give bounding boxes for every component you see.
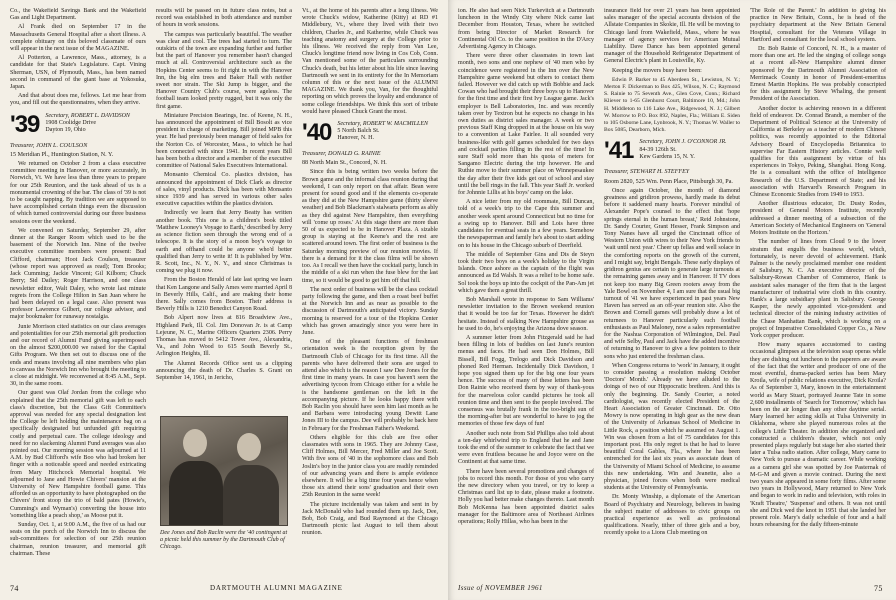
person-right-body xyxy=(223,465,279,525)
paragraph: Vt., at the home of his parents after a long illness. We wrote Chuck's widow, Katherine (Kitty) at RD #1 Middlebury, Vt., where they lived with their two children, Charles Jr., and Katherine, while Chuck was teaching anatomy and surgery at the College prior to his illness. We received the reply from Van Lee, Chuck's longtime friend now living in Cos Cob, Conn. Van mentioned some of the particulars surrounding Chuck's death, but his letter about his life since leaving Dartmouth we sent in its entirety for the In Memoriam column of this or the next issue of the ALUMNI MAGAZINE. We thank you, Van, for the thoughtful reporting on which proves the loyalty and endurance of some college friendships. We think this sort of tribute would have pleased Chuck Grant the most. xyxy=(302,8,438,115)
class-39-treasurer-address: 15 Meridian Pl., Huntington Station, N. Y. xyxy=(10,151,114,158)
photo-caption: Dee Jones and Bob Raclin were the '40 contingent at a picnic held this summer by the Dartmouth Club of Chicago. xyxy=(160,530,288,551)
paragraph: We convened on Saturday, September 29, after dinner at the Ranger Room which used to be the basement of the Norwich Inn. Nine of the twelve executive committee members were present: Bud Clifford, chairman; Hoot Jack Coulson, treasurer (whose report was approved as read); Tom Brooks; Jack Cumming; Jackie Vincent; Gil Kilborn; Chuck Berry; Sid Dailey; Roger Harrison, and one class newsletter editor, Walt Daley, who wrote last minute regrets from the College Hilton in San Juan where he had been delayed on a legal case. Also present was professor Lawrence Gilbert, our college advisor, and major bookmaker for runaway nostalgia. xyxy=(10,227,146,321)
class-year-39: '39 xyxy=(10,110,40,138)
photo-block xyxy=(156,410,292,556)
paragraph: Bob Marshall wrote in response to Sam Williams' newsletter invitation to the Brown weekend reunion that it would be too far for Texas. However he didn't hesitate. Instead of stalking New Hampshire grouse as he used to do, he's enjoying the Arizona dove season. xyxy=(458,296,594,332)
left-page-number: 74 xyxy=(10,584,19,593)
class-41-treasurer-address: Room 2820, 525 Wm. Penn Place, Pittsburgh 30, Pa. xyxy=(604,178,733,185)
paragraph: Co., the Wakefield Savings Bank and the Wakefield Gas and Light Department. xyxy=(10,8,146,22)
class-year-41: '41 xyxy=(604,137,634,165)
paragraph: The campus was particularly beautiful. The weather was clear and cool. The trees had started to turn. The outskirts of the town are expanding further and further but the part of Hanover you remember hasn't changed much at all. Controversial architecture such as the Hopkins Center seems to fit right in with the Hanover Inn, the big elm trees and Baker Hall with neither sweet nor strain. The Ski Jump is bigger, and the Hanover Country Club's course, were ageless. The football team looked pretty rugged, but it was only the first game. xyxy=(156,31,292,110)
paragraph: Our guest was Olaf Jordan from the college who explained that the 25th memorial gift was left to each class's discretion, but the Class Gift Committee's approval was needed for any special designation lest the College be left holding the maintenance bag on a specifically designated but unfunded gift requiring costly and perpetual care. The college ideology and need for no slackening Alumni Fund averages was also pointed out. Our morning session was adjourned at 11 A.M. by Bud Clifford's wife Boo who had broken her finger with a noticeable speed and needed extricating from Mary Hitchcock Memorial hospital. We adjourned to Jane and Howie Chivers' mansion at the University of New Hampshire football game. This afforded us an opportunity to have photographed on the Chivers' front stoop the trio of bald pates (Howie's, Cumming's and Wyman's) converting the house into 'something like a peach shop,' as Moose put it. xyxy=(10,390,146,519)
paragraph: The picture incidentally was taken and sent in by Jack McDonald who had rounded them up. Jack, Dee, Bob, Bob Craig, and Bud Raymond at the Chicago Dartmouth picnic last August to tell them about reunion. xyxy=(302,501,438,537)
class-40-treasurer-address: 88 North Main St., Concord, N. H. xyxy=(302,160,387,167)
paragraph: The next order of business will be the class cocktail party following the game, and then a roast beef buffet at the Norwich Inn and as near as possible to the discussion of Dartmouth's anticipated victory. Sunday morning is reserved for a tour of the Hopkins Center which has grown amazingly since you were here in June. xyxy=(302,286,438,336)
paragraph: Al Frank died on September 17 in the Massachusetts General Hospital after a short illness. A complete obituary on this beloved classmate of ours will appear in the next issue of the MAGAZINE. xyxy=(10,24,146,53)
paragraph: And that about does me, fellows. Let me hear from you, and fill out the questionnaires, when they arrive. xyxy=(10,93,146,107)
paragraph: Dr. Bob Rainie of Concord, N. H., is a master of more than one art. He led the singing of college songs at a recent all-New Hampshire alumni dinner sponsored by the Dartmouth Alumni Association of Merrimack County in honor of President-emeritus Ernest Martin Hopkins. He was probably conscripted for this assignment by Steve Whaling, the present President of the Association. xyxy=(750,46,886,103)
class-39-treasurer: Treasurer, JOHN L. COULSON xyxy=(10,142,88,149)
class-year-40: '40 xyxy=(302,119,332,147)
class-41-header xyxy=(604,139,740,163)
right-page xyxy=(448,0,896,600)
column-6 xyxy=(750,8,886,578)
photo xyxy=(160,416,288,526)
paragraph: Others eligible for this club are five other classmates with sons in 1965. They are Johnny Case, Cliff Holmes, Bill Mercer, Fred Miller and Joe Scott. With five sons of '40 in the sophomore class and Bob Joslin's boy in the junior class you are readily reminded of our advancing years and there is ample evidence elsewhere. It will be a big time four years hence when those six attend their sons' graduation and their own 25th Reunion in the same week! xyxy=(302,434,438,499)
paragraph: How many squares accustomed to casting occasional glimpses at the television soap operas while they are dishing out luncheon to the paperers are aware of the fact that the writer and producer of one of the most eventful, drama-packed series has been Mary Kroila, wife of public relations executive, Dick Kroila? As of September 3, Mary, known in the entertainment world as Mary Stuart, portrayed Jeanne Tate in some 2,600 installments of 'Search for Tomorrow,' which has been on the air longer than any other daytime serial. Mary learned her acting skills at Tulsa University in Oklahoma, where she played numerous roles at the college's Little Theater. In addition she organized and constructed a children's theater, which not only presented plays regularly but stage her also started their later a Tulsa radio station. After college, Mary came to New York to pursue a dramatic career. While working as a camera girl she was spotted by Joe Pasternak of M-G-M and given a movie contract. During the next two years she appeared in some forty films. After some two years in Hollywood, Mary returned to New York and began to work in radio and television, with roles in 'Kraft Theatre,' 'Suspense' and others. It was not until she and Dick wed the knot in 1951 that she landed her present role. Mary's daily schedule of four and a half hours rehearsing for the daily fifteen-minute xyxy=(750,342,886,529)
column-5 xyxy=(604,8,740,578)
column-1 xyxy=(10,8,146,578)
paragraph: The middle of September Gins and Dis de Steyn took their two boys on a week's holiday to the Virgin Islands. Once ashore as the captain of the flight was announced as Ed Walsh. It was a relief to be home safe. Sol took the boys up into the cockpit of the Pan-Am jet which gave them a great thrill. xyxy=(458,251,594,294)
paragraph: Junie Morrison cited statistics on our class averages and potentialities for our 25th memorial gift production and our record of Alumni Fund giving superimposed on the almost $200,000.00 we raised for the Capital Gifts Program. We then set out to discuss one of the ends and means involving all nine members who plan to canvass the Norwich Inn who brought the meeting to a close at midnight. We reconvened at 8:45 A.M., Sept. 30, in the same room. xyxy=(10,323,146,388)
person-left-body xyxy=(169,461,223,525)
person-left-head xyxy=(183,429,207,457)
right-page-number: 75 xyxy=(874,584,883,593)
class-39-header xyxy=(10,110,146,138)
paragraph: results will be passed on in future class notes, but a record was established in both attendance and number of hours in work sessions. xyxy=(156,8,292,29)
class-40-treasurer: Treasurer, DONALD G. RAINIE xyxy=(302,151,381,158)
paragraph: One of the pleasant functions of freshman orientation week is the reception given by the Dartmouth Club of Chicago for its first time. All the parents who have delivered their sons are urged to attend also which is the reason I saw Dee Jones for the first time in many years. In case you haven't seen the advertising tycoon from Chicago either for a while he is the handsome gentleman on the left in the accompanying picture. If he looks happy there with Bob Raclin you should have seen him last month as he and Barbara were introducing young Dewitt Lane Jones III to the campus. Dee will probably be back here in February for the Freshman Father's Weekend. xyxy=(302,339,438,432)
paragraph: When Congress returns to 'work' in January, it ought to consider passing a resolution making October 'Doctors' Month.' Already we have alluded to the doings of two of our Hippocratic brethren. And this is only the beginning. Dr. Sandy Courter, a noted cardiologist, was recently elected President of the Heart Association of Greater Cincinnati. Dr. Otto Mowry is now operating in high gear as the new dean of the University of Arkansas School of Medicine in Little Rock, a position which he assumed on August 1. Win was chosen from a list of 75 candidates for this important post. His only regret is that he had to leave beautiful Coral Gables, Fla., where he has been entrenched for the last six years as associate dean of the University of Miami School of Medicine, to assume this new undertaking. Win and Jeanette, also a physician, joined forces when both were medical students at the University of Pennsylvania. xyxy=(604,362,740,492)
paragraph: Sunday, Oct. 1, at 9:00 A.M., the five of us had our seats on the porch of the Norwich Inn to discuss the sub-committees for selection of our 25th reunion chairman, reunion treasurer, and memorial gift chairman. These xyxy=(10,522,146,557)
paragraph: Indirectly we learn that Jerry Beatty has written another book. This one is a children's book titled 'Matthew Looney's Voyage to Earth,' described by Jerry as science fiction seen through the wrong end of a telescope. It is the story of a moon boy's voyage to earth and offhand could be anyone who'd better qualified than Jerry to write it! It is published by Wm. R. Scott, Inc., N. Y., N. Y., and since Christmas is coming we plug it now. xyxy=(156,210,292,275)
paragraph: Dr. Monty Winship, a diplomate of the American Board of Psychiatry and Neurology, believes in basing the subject matter of addresses to civic groups on practical experience as well as professional qualifications. Nearly, tither of three girls and a boy, recently spoke to a Lions Club meeting on xyxy=(604,494,740,537)
paragraph: The Alumni Records Office sent us a clipping announcing the death of Dr. Charles S. Grant on September 14, 1961, in Jericho, xyxy=(156,360,292,381)
paragraph: A summer letter from John Fitzgerald said he had been filling in lots of buddies on last June's reunion menus and faces. He had seen Don Holmes, Bill Bissell, Bill Fogg, Trelogo and Dick Davidson and phoned Red Herman. Incidentally Dick Davidson, I hope you signed them up for the big one four years hence. The success of many of these letters has been Don Rainie who received them by way of thank-yous for the marvelous color candid pictures he took all reunion time and then sent to the people involved. The consensus was brutally frank in the too-bright sun of the morning-after but are wonderful to have to jog the memories of those few days of fun! xyxy=(458,334,594,428)
paragraph: There were three other classmates in town last month, two sons and one nephew of '40 men who by coincidence were registered in the Inn over the New Hampshire game weekend but others to contact them failed. However we did catch up with Bobbie and Jack Cowan who had brought their three boys up to Hanover for the first time and their first Ivy League game. Jack's employer is Bell Laboratories, Inc. and was recently taken over by Textron but he expects no change in his own duties as district sales manager. A week or two previous Staff King dropped in at the house on his way to a convention at Lake Fairlee. It all sounded very business-like with golf games scheduled for two days and cocktail parties filling in the rest of the time! In sure Staff sold more than his quota of meters for Sangamo Electric during the trip however. He and Ruthie move to their summer place on Winnepesaukee the day after their five kids get out of school and stay until the bell rings in the fall. This year Staff Jr. worked for Johnnie Lillis at his boys' camp on the lake. xyxy=(458,53,594,197)
paragraph: Another illustrious educator, Dr. Dusty Rodes, president of General Motors Institute, recently addressed a dinner meeting of a subsection of the American Society of Mechanical Engineers on 'General Motors Institute on the Horizon.' xyxy=(750,201,886,237)
issue-date: Issue of NOVEMBER 1961 xyxy=(458,584,543,592)
paragraph: Once again October, the month of diamond greatness and gridiron prowess, hardly made its debut before it saddened many hearts. Forever mindful of Alexander Pope's counsel to the effect that 'hope springs eternal in the human breast,' Reid Johnstone, Dr. Sandy Courter, Grant Hesser, Frank Simpson and Tony Nanes have all urged the Cincinnati office of Western Union with wires to their New York friends to 'wait until next year.' Cheer up fellas and well solace in the comforting reports on the growth of the current, and I might say, bright Bengals. These early displays of gridiron genius are certain to generate large turnouts at the remaining games away and in Hanover. If TV does not keep too many Big Green rooters away from the Yale Bowl on November 4, I am sure that the usual big turnout of '41 we have experienced in past years New Haven has served as an off-year reunion site. Also the Brown and Cornell games will probably draw a lot of returnees to Hanover particularly such football enthusiasts as Paul Maloney, now a sales representative for the Nashua Corporation of Wilmington, Del. Paul and wife Selby, Paul and Jack have the added incentive of returning to Hanover to give a few pointers to their sons who just entered the freshman class. xyxy=(604,187,740,360)
paragraph: ion. He also had seen Nick Turkevitch at a Dartmouth luncheon in the Windy City where Nick came last December from Houston, Texas, where he switched from being Director of Market Research for Continental Oil Co. to the same position in the D'Arcy Advertising Agency in Chicago. xyxy=(458,8,594,51)
person-right-head xyxy=(237,433,261,461)
class-41-treasurer: Treasurer, STEWART H. STEFFEY xyxy=(604,169,690,176)
class-40-secretary: Secretary, ROBERT W. MACMILLEN 5 North Balch St. Hanover, N. H. xyxy=(337,121,429,142)
paragraph: Another such note from Sid Phillips also told about a ten-day whirlwind trip to England that he and Jane took the end of the summer to celebrate the fact that we were even fruitless because he and Joyce were on the Continent at that same time. xyxy=(458,430,594,466)
paragraph: Keeping the movers busy have been: xyxy=(612,67,702,74)
paragraph: Another doctor is achieving renown in a different field of endeavor. Dr. Conrad Brandt, a member of the Department of Political Science at the University of California at Berkeley as a teacher of modern Chinese politics, was recently appointed to the Editorial Advisory Board of Encyclopedia Britannica to supervise Far Eastern History articles. Connie well qualifies for this assignment by virtue of his experiences in Tokyo, Peking, Shanghai. Hong Kong. He is a consultant with the office of Intelligence Research of the U.S. Department of State; and his association with Harvard's Research Program in Chinese Economic Studies from 1949 to 1953. xyxy=(750,105,886,199)
column-3 xyxy=(302,8,438,578)
paragraph: Al Potterton, a Lawrence, Mass., attorney, is a candidate for that State's Legislature. Capt. Vining Sherman, USN, of Plymouth, Mass., has been named second in command of the giant base at Yokosuka, Japan. xyxy=(10,55,146,91)
paragraph: Edwin P. Barker to 45 Aberdeen St., Lewiston, N. Y.; Merton F. Dickerman to Box 425, Wilson, N. C.; Raymond S. Rainie to 75 Seventh Ave., Glen Cove, Conn.; Richard Kliever to 1-65 Glenhurst Court, Baltimore 10, Md.; John H. Middleton to 116 Lake Ave., Ridgewood, N. J.; Gilbert W. Morrow to P.O. Box 892, Naples, Fla.; William E. Siden to 105 Osborne Lane, Lynbrook, N. Y.; Thomas W. Waller to Box 5085, Dearborn, Mich. xyxy=(604,76,740,134)
paragraph: A nice letter from my old roommate, Bill Duncan, told of a week's trip to the Cape this summer and another week spent around Connecticut but no time for a swing up to Hanover. Bill and Lois have three candidates for eventual seats in a few years. Somehow the newspaperman and family he's about to start adding on to his house in the Chicago suburb of Deerfield. xyxy=(458,199,594,249)
paragraph: The number of lines from Cloud 9 to the lower stratum that engulfs the business world, which, fortunately, is never devoid of achievement. Hank Palmer is the newly proclaimed member one resident of Salisbury, N. C. An executive director of the Salisbury-Rowan Chamber of Commerce, Hank is assistant sales manager of the firm that is the largest manufacturer of industrial wire cloth in this country. Hank's a large subsidiary plant in Salisbury. George Kasper, the newly appointed vice-president and technical director of the mining industry activities of the Chase Manhattan Bank, which is working on a project of Imperative Consolidated Copper Co., a New York copper producer. xyxy=(750,239,886,339)
class-41-secretary: Secretary, JOHN J. O'CONNOR JR. 84-39 126th St. Kew Gardens 15, N. Y. xyxy=(639,139,727,160)
paragraph: Bob Alpert now lives at 816 Broadview Ave., Highland Park, Ill. Col. Jim Donovan Jr. is at Camp Lejeune, N. C., Marine Officers Quarters 2306. Perry Thomas has moved to 5412 Tower Ave., Alexandria, Va., and John Wood to 615 South Beverly St., Arlington Heights, Ill. xyxy=(156,315,292,358)
paragraph: Miniature Precision Bearings, Inc. of Keene, N. H., has announced the appointment of Bill Bosolt as vice president in charge of marketing. Bill joined MPB this year. He had previously been manager of field sales for the Norton Co. of Worcester, Mass., to which he had been connected with since 1941. In recent years Bill has been both a director and a member of the executive committee of National Sales Executives International. xyxy=(156,112,292,170)
magazine-title: DARTMOUTH ALUMNI MAGAZINE xyxy=(210,584,343,592)
paragraph: We returned on October 2 from a class executive committee meeting in Hanover, or more accurately, in Norwich, Vt. We have less than three years to prepare for our 25th Reunion, and the task ahead of us is a monumental crowning of the bar. The class of '39 is not to be caught napping. By tradition we are supposed to have accomplished certain things even the discussion of which turned controversial during our three business sessions over the weekend. xyxy=(10,161,146,225)
paragraph: Since this is being written two weeks before the Brown game and the informal class reunion during that weekend, I can only report on that affair. Bean were present for sound good and if the elements co-operate as they did at the New Hampshire game (thirty sleeve weather) and Bob Blackman's stalwarts perform as ably as they did against New Hampshire, then everything will 'come up roses.' At this stage there are more than 50 of us expected to be in Hanover Plaza. A sizable group is staying at the Keene's and the rest are scattered around town. The first order of business is the Saturday morning preview of our reunion movies. If there is a demand for it the class films will be shown too. As I recall we then have the cocktail party, lunch in the middle of a ski run when the fuse blew for the last time, so it would be good to get him off that hill. xyxy=(302,169,438,284)
paragraph: 'The Role of the Parent.' In addition to giving his practice in New Britain, Conn., he is head of the psychiatry department at the New Britain General Hospital, consultant for the Veterans Village in Hartford and consultant for the local school system. xyxy=(750,8,886,43)
paragraph: insurance field for over 21 years has been appointed sales manager of the special accounts division of the Allstate Companies in Skokie, Ill. He will be moving to Chicago land from Wakefield, Mass., where he was manager of agency services for American Mutual Liability. Dave Dance has been appointed general manager of the Household Refrigerator Department of General Electric's plant in Louisville, Ky. xyxy=(604,8,740,65)
class-40-header xyxy=(302,121,438,145)
paragraph: From the Boston Herald of late last spring we learn that Ken Langone and Sally Ames were married April 8 in Beverly Hills, Calif., and are making their home there. Sally comes from Boston. Their address is Beverly Hills is 1210 Benedict Canyon Road. xyxy=(156,277,292,313)
paragraph: Monsanto Chemical Co. plastics division, has announced the appointment of Dick Clark as director of sales, vinyl products. Dick has been with Monsanto since 1939 and has served in various other sales executive capacities within the plastics division. xyxy=(156,172,292,208)
class-39-secretary: Secretary, ROBERT L. DAVIDSON 1908 Coolidge Drive Dayton 19, Ohio xyxy=(45,112,130,134)
paragraph: There have been several promotions and changes of jobs to record this month. For those of you who carry the new directory when you travel, or try to keep a Christmas card list up to date, please make a footnote. Holly you had better make changes thereto. Last month Bob McKenna has been appointed district sales manager for the Baltimore area of Northeast Airlines operations; Rolly Hillas, who has been in the xyxy=(458,468,594,526)
column-4 xyxy=(458,8,594,578)
